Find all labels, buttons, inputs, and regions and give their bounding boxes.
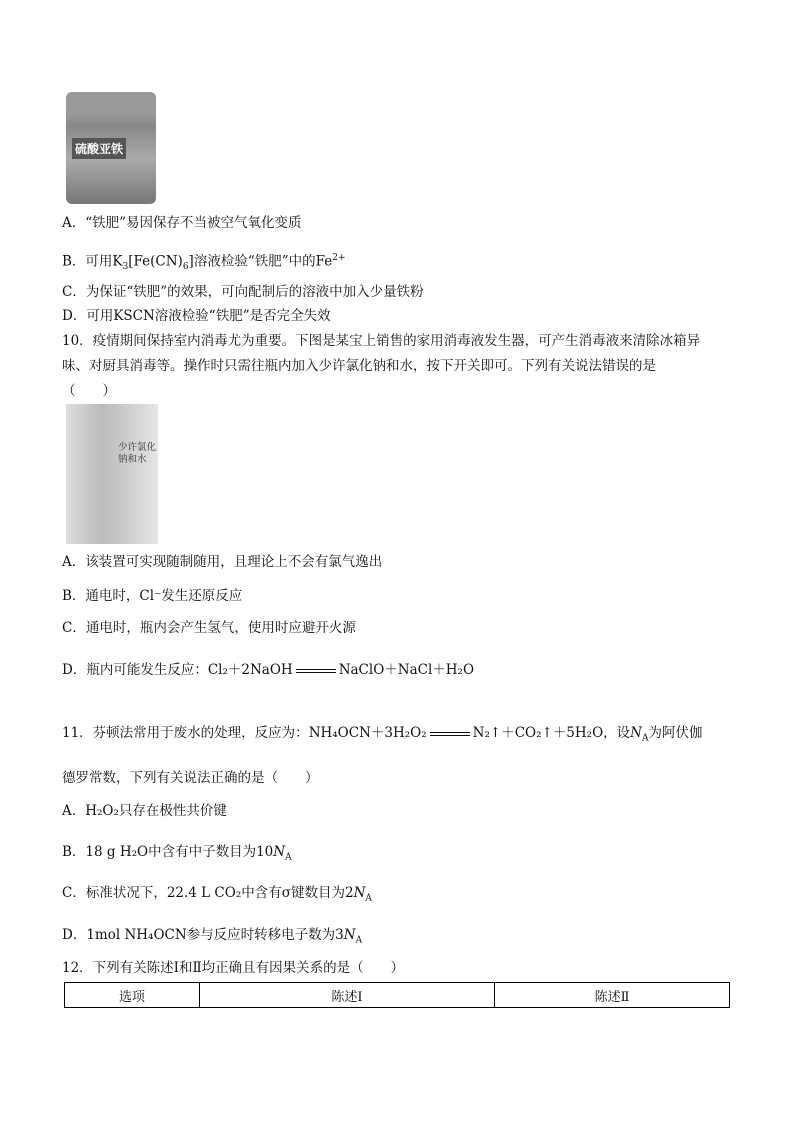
disinfectant-generator-image xyxy=(66,404,158,544)
jar-lid xyxy=(66,92,156,114)
bottle-label: 少许氯化钠和水 xyxy=(118,442,157,465)
q10-option-a: A．该装置可实现随制随用，且理论上不会有氯气逸出 xyxy=(62,554,383,570)
header-statement-1: 陈述Ⅰ xyxy=(200,983,495,1008)
q11-option-d: D．1mol NH₄OCN参与反应时转移电子数为$3N_A$ xyxy=(62,927,363,946)
q10-stem-line1: 10．疫情期间保持室内消毒尤为重要。下图是某宝上销售的家用消毒液发生器，可产生消毒液来清除冰箱异 xyxy=(62,333,701,349)
q11-stem-line2: 德罗常数，下列有关说法正确的是（ ） xyxy=(62,770,319,786)
q12-table xyxy=(64,982,730,1008)
q9-option-a: A．“铁肥”易因保存不当被空气氧化变质 xyxy=(62,215,302,231)
q10-option-d: D．瓶内可能发生反应：Cl₂＋2NaOH NaClO＋NaCl＋H₂O xyxy=(62,662,475,678)
q10-stem-line2: 味、对厨具消毒等。操作时只需往瓶内加入少许氯化钠和水，按下开关即可。下列有关说法错误的是 xyxy=(62,358,656,374)
q9-option-b: B．可用$K_3[Fe(CN)_6]$溶液检验“铁肥”中的$Fe^{2+}$ xyxy=(62,253,346,273)
header-option: 选项 xyxy=(65,983,200,1008)
q10-stem-line3: （ ） xyxy=(62,383,116,399)
q11-option-a: A．H₂O₂只存在极性共价键 xyxy=(62,803,227,819)
equals-sign xyxy=(430,732,470,736)
q9-option-d: D．可用KSCN溶液检验“铁肥”是否完全失效 xyxy=(62,308,331,324)
q11-option-c: C．标准状况下，22.4 L CO₂中含有σ键数目为$2N_A$ xyxy=(62,885,372,904)
q11-option-b: B．18 g H₂O中含有中子数目为$10N_A$ xyxy=(62,844,292,863)
q10-option-b: B．通电时，Cl⁻发生还原反应 xyxy=(62,588,243,604)
q12-stem: 12．下列有关陈述Ⅰ和Ⅱ均正确且有因果关系的是（ ） xyxy=(62,960,405,976)
table-header-row xyxy=(65,983,730,1008)
equals-sign xyxy=(296,669,336,673)
fertilizer-jar-image xyxy=(66,92,156,204)
q9-option-c: C．为保证“铁肥”的效果，可向配制后的溶液中加入少量铁粉 xyxy=(62,284,424,300)
q11-stem-line1: 11．芬顿法常用于废水的处理，反应为：NH₄OCN＋3H₂O₂ N₂↑＋CO₂↑＋5H₂O，设$N_A$为阿伏伽 xyxy=(62,725,703,744)
header-statement-2: 陈述Ⅱ xyxy=(495,983,730,1008)
jar-label: 硫酸亚铁 xyxy=(72,138,126,159)
q10-option-c: C．通电时，瓶内会产生氢气，使用时应避开火源 xyxy=(62,620,356,636)
